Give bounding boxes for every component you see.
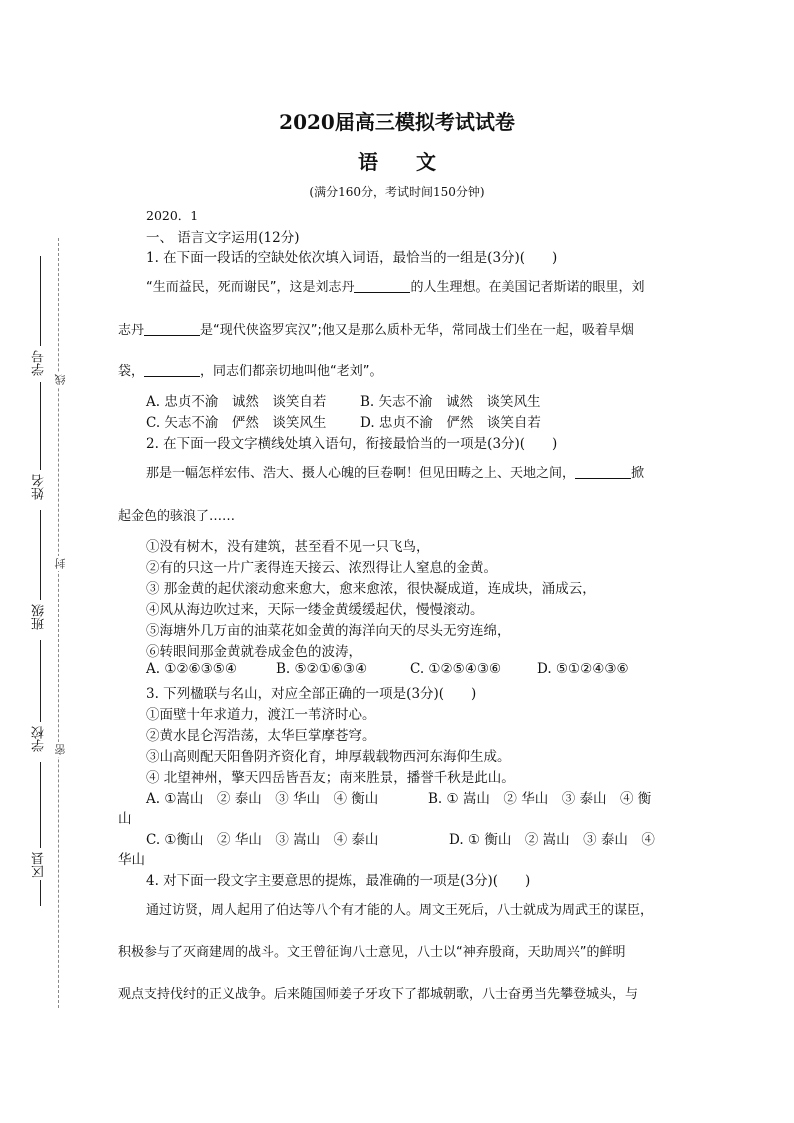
q1-option-a[interactable]: A. 忠贞不渝 诚然 谈笑自若 — [146, 394, 327, 410]
exam-date: 2020．1 — [146, 208, 199, 223]
q3-option-b[interactable]: B. ① 嵩山 ② 华山 ③ 泰山 ④ 衡 — [428, 791, 652, 807]
margin-field-district: 区县 — [32, 852, 47, 878]
q1-passage-2b: 是“现代侠盗罗宾汉”;他又是那么质朴无华，常同战士们坐在一起，吸着旱烟 — [200, 323, 634, 338]
seal-mark-line: 线 — [54, 374, 67, 385]
q4-stem: 4. 对下面一段文字主要意思的提炼，最准确的一项是(3分)( ) — [146, 873, 531, 889]
q2-sentence-1: ①没有树木，没有建筑，甚至看不见一只飞鸟， — [146, 539, 430, 555]
q2-sentence-3: ③ 那金黄的起伏滚动愈来愈大，愈来愈浓，很快凝成道，连成块，涌成云， — [146, 581, 596, 597]
binding-dashed-line — [58, 238, 59, 1008]
exam-meta: (满分160分，考试时间150分钟) — [309, 185, 485, 199]
q3-option-b-cont: 山 — [118, 811, 132, 827]
q3-option-d-cont: 华山 — [118, 852, 145, 868]
q2-option-c[interactable]: C. ①②⑤④③⑥ — [410, 661, 502, 677]
margin-field-name: 姓名 — [32, 474, 47, 500]
q1-option-d[interactable]: D. 忠贞不渝 俨然 谈笑自若 — [360, 415, 541, 431]
q1-passage-line-3 — [118, 360, 383, 379]
q3-couplet-3: ③山高则配天阳鲁阴齐资化育，坤厚载载物西河东海仰生成。 — [146, 749, 511, 765]
q1-passage-1b: 的人生理想。在美国记者斯诺的眼里，刘 — [410, 280, 645, 295]
q2-option-b[interactable]: B. ⑤②①⑥③④ — [276, 661, 368, 677]
q2-sentence-2: ②有的只这一片广袤得连天接云、浓烈得让人窒息的金黄。 — [146, 560, 497, 576]
q2-passage-line-1 — [146, 462, 644, 481]
margin-field-student-id: 学号 — [32, 350, 47, 376]
q3-option-d[interactable]: D. ① 衡山 ② 嵩山 ③ 泰山 ④ — [449, 832, 655, 848]
q3-couplet-1: ①面壁十年求道力，渡江一苇济时心。 — [146, 707, 376, 723]
q2-stem: 2. 在下面一段文字横线处填入语句，衔接最恰当的一项是(3分)( ) — [146, 436, 558, 452]
q1-blank-3[interactable] — [144, 363, 200, 377]
exam-title: 2020届高三模拟考试试卷 — [279, 110, 515, 134]
q2-passage-line-2: 起金色的骇浪了…… — [118, 509, 236, 524]
q1-stem: 1. 在下面一段话的空缺处依次填入词语，最恰当的一组是(3分)( ) — [146, 250, 558, 266]
margin-district-line[interactable] — [40, 762, 41, 848]
q1-option-c[interactable]: C. 矢志不渝 俨然 谈笑风生 — [146, 415, 327, 431]
q2-sentence-6: ⑥转眼间那金黄就卷成金色的波涛， — [146, 644, 362, 660]
q1-passage-line-1 — [146, 276, 645, 295]
q1-passage-2a: 志丹 — [118, 323, 145, 338]
q3-option-c[interactable]: C. ①衡山 ② 华山 ③ 嵩山 ④ 泰山 — [146, 832, 379, 848]
q3-couplet-4: ④ 北望神州，擎天四岳皆吾友；南来胜景，播誉千秋是此山。 — [146, 770, 515, 786]
q1-passage-1a: “生而益民，死而谢民”，这是刘志丹 — [146, 280, 355, 295]
q4-passage-line-2: 积极参与了灭商建周的战斗。文王曾征询八士意见，八士以“神弃殷商，天助周兴”的鲜明 — [118, 945, 626, 960]
subject-title: 语文 — [358, 150, 474, 174]
q1-passage-3a: 袋， — [118, 364, 145, 379]
q4-passage-line-1: 通过访贤，周人起用了伯达等八个有才能的人。周文王死后，八士就成为周武王的谋臣， — [146, 903, 654, 918]
q2-passage-1b: 掀 — [631, 466, 645, 481]
margin-name-line[interactable] — [40, 382, 41, 470]
margin-field-class: 班级 — [32, 604, 47, 630]
q1-blank-2[interactable] — [144, 322, 200, 336]
q3-couplet-2: ②黄水昆仑泻浩荡，太华巨掌摩苍穹。 — [146, 728, 376, 744]
q2-option-a[interactable]: A. ①②⑥③⑤④ — [146, 661, 237, 677]
q1-option-b[interactable]: B. 矢志不渝 诚然 谈笑风生 — [360, 394, 541, 410]
q1-passage-line-2 — [118, 319, 634, 338]
q1-blank-1[interactable] — [354, 279, 410, 293]
q4-passage-line-3: 观点支持伐纣的正义战争。后来随国师姜子牙攻下了都城朝歌，八士奋勇当先攀登城头，与 — [118, 987, 639, 1002]
q1-passage-3b: ，同志们都亲切地叫他“老刘”。 — [200, 364, 383, 379]
seal-mark-secret: 密 — [54, 744, 67, 755]
q3-option-a[interactable]: A. ①嵩山 ② 泰山 ③ 华山 ④ 衡山 — [146, 791, 379, 807]
seal-mark-seal: 封 — [54, 558, 67, 569]
margin-district-tail-line — [40, 880, 41, 906]
q2-passage-1a: 那是一幅怎样宏伟、浩大、摄人心魄的巨卷啊！但见田畴之上、天地之间， — [146, 466, 576, 481]
margin-school-line[interactable] — [40, 640, 41, 722]
margin-field-school: 学校 — [32, 726, 47, 752]
q2-sentence-4: ④风从海边吹过来，天际一缕金黄缓缓起伏，慢慢滚动。 — [146, 602, 484, 618]
q3-stem: 3. 下列楹联与名山，对应全部正确的一项是(3分)( ) — [146, 686, 477, 702]
q2-blank[interactable] — [575, 465, 631, 479]
margin-student-id-line[interactable] — [40, 256, 41, 346]
q2-sentence-5: ⑤海塘外几万亩的油菜花如金黄的海洋向天的尽头无穷连绵， — [146, 623, 511, 639]
section-heading: 一、 语言文字运用(12分) — [146, 230, 300, 246]
margin-class-line[interactable] — [40, 510, 41, 600]
q2-option-d[interactable]: D. ⑤①②④③⑥ — [537, 661, 629, 677]
